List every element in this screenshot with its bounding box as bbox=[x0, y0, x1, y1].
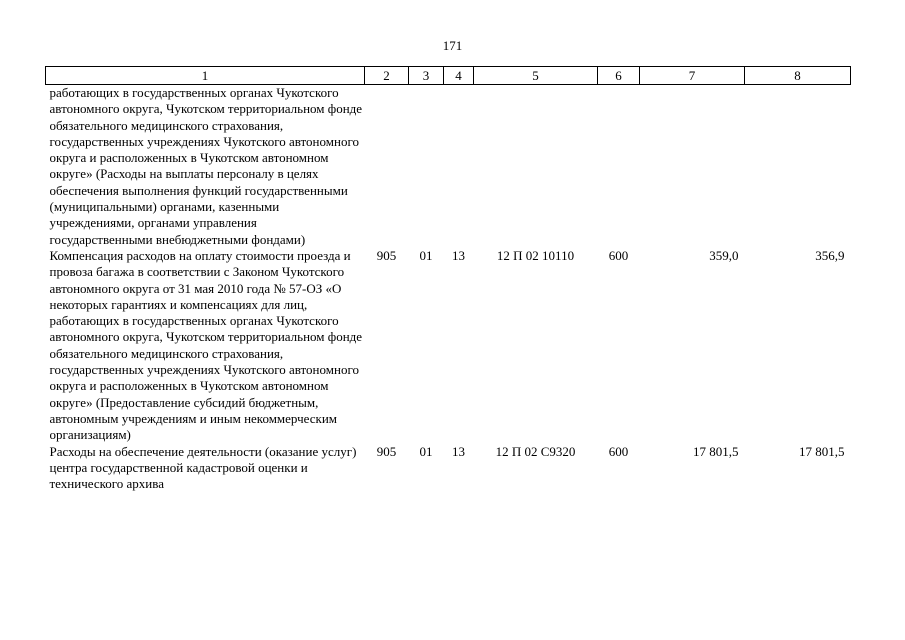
column-header-1: 1 bbox=[46, 67, 365, 85]
column-header-6: 6 bbox=[598, 67, 640, 85]
table-row bbox=[46, 248, 851, 444]
row-ministry-code: 905 bbox=[376, 443, 397, 459]
row-section-code: 01 bbox=[419, 443, 433, 459]
row-expense-type: 600 bbox=[608, 443, 629, 459]
column-header-4: 4 bbox=[444, 67, 474, 85]
row-amount-col8 bbox=[745, 85, 851, 248]
row-amount-col8: 356,9 bbox=[815, 247, 845, 263]
budget-table bbox=[45, 66, 851, 492]
column-header-3: 3 bbox=[409, 67, 444, 85]
column-header-7: 7 bbox=[640, 67, 745, 85]
row-description: Расходы на обеспечение деятельности (оказание услуг) центра государственной кадастровой оценки и технического архива bbox=[49, 443, 357, 492]
row-target-article: 12 П 02 10110 bbox=[496, 247, 575, 263]
row-target-article: 12 П 02 С9320 bbox=[495, 443, 576, 459]
row-description: Компенсация расходов на оплату стоимости проезда и провоза багажа в соответствии с Законом Чукотского автономного округа от 31 мая 2010 года № 57-ОЗ «О некоторых гарантиях и компенсациях для лиц, работающих в государственных органах Чукотского автономного округа, Чукотском территориальном фонде обязательного медицинского страхования, государственных учреждениях Чукотского автономного округа и расположенных в Чукотском автономном округе» (Предоставление субсидий бюджетным, автономным учреждениям и иным некоммерческим организациям) bbox=[49, 247, 363, 443]
row-subsection-code: 13 bbox=[452, 247, 465, 263]
column-number-header-row bbox=[46, 67, 851, 85]
column-header-8: 8 bbox=[745, 67, 851, 85]
row-description: работающих в государственных органах Чукотского автономного округа, Чукотском территориальном фонде обязательного медицинского страхования, государственных учреждениях Чукотского автономного округа и расположенных в Чукотском автономном округе» (Расходы на выплаты персоналу в целях обеспечения выполнения функций государственными (муниципальными) органами, казенными учреждениями, органами управления государственными внебюджетными фондами) bbox=[49, 85, 363, 247]
row-ministry-code: 905 bbox=[376, 247, 397, 263]
row-subsection-code: 13 bbox=[452, 443, 465, 459]
row-amount-col7: 17 801,5 bbox=[693, 443, 739, 459]
column-header-5: 5 bbox=[474, 67, 598, 85]
row-amount-col7 bbox=[640, 85, 745, 248]
table-row bbox=[46, 85, 851, 248]
row-expense-type bbox=[598, 85, 640, 248]
row-section-code bbox=[409, 85, 444, 248]
page-number: 171 bbox=[442, 38, 463, 53]
row-amount-col8: 17 801,5 bbox=[799, 443, 845, 459]
row-section-code: 01 bbox=[419, 247, 433, 263]
row-amount-col7: 359,0 bbox=[709, 247, 739, 263]
column-header-2: 2 bbox=[365, 67, 409, 85]
row-ministry-code bbox=[365, 85, 409, 248]
row-subsection-code bbox=[444, 85, 474, 248]
table-row bbox=[46, 444, 851, 493]
row-target-article bbox=[474, 85, 598, 248]
row-expense-type: 600 bbox=[608, 247, 629, 263]
